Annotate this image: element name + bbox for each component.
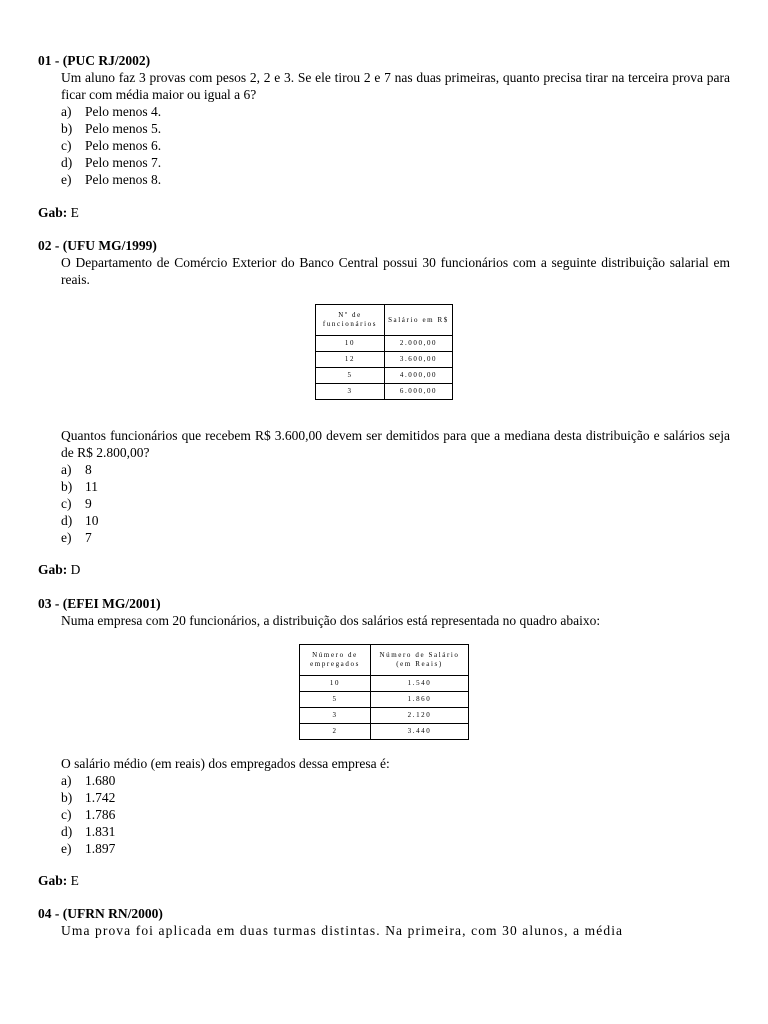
option-text: 1.680	[85, 773, 116, 788]
table-row	[316, 336, 453, 352]
table-cell: 10	[300, 676, 371, 692]
question-4-header: 04 - (UFRN RN/2000)	[38, 906, 163, 921]
table-cell: 2.120	[371, 708, 469, 724]
option-letter: a)	[61, 462, 72, 477]
table-cell: 1.540	[371, 676, 469, 692]
option-e	[61, 529, 730, 546]
question-1-header: 01 - (PUC RJ/2002)	[38, 53, 151, 68]
question-1	[38, 52, 730, 188]
table-cell: 1.860	[371, 692, 469, 708]
table-row	[316, 352, 453, 368]
table-row	[300, 708, 469, 724]
answer-key-label: Gab:	[38, 205, 68, 220]
table-cell: 12	[316, 352, 385, 368]
table-cell: 4.000,00	[385, 368, 453, 384]
table-cell: 2	[300, 724, 371, 740]
question-3-options	[38, 772, 730, 857]
table-header: Número de Salário (em Reais)	[371, 645, 469, 676]
table-cell: 3	[300, 708, 371, 724]
option-letter: e)	[61, 172, 72, 187]
table-cell: 5	[316, 368, 385, 384]
table-cell: 3.600,00	[385, 352, 453, 368]
question-4-text: Uma prova foi aplicada em duas turmas distintas. Na primeira, com 30 alunos, a média	[61, 923, 624, 938]
option-text: 1.831	[85, 824, 116, 839]
option-b	[61, 478, 730, 495]
answer-key-3	[38, 872, 79, 889]
option-d	[61, 154, 730, 171]
table-cell: 2.000,00	[385, 336, 453, 352]
option-text: Pelo menos 5.	[85, 121, 162, 136]
option-text: 7	[85, 530, 92, 545]
option-letter: c)	[61, 807, 72, 822]
answer-key-value: E	[70, 205, 79, 220]
table-cell: 10	[316, 336, 385, 352]
option-letter: c)	[61, 496, 72, 511]
option-c	[61, 137, 730, 154]
table-row	[300, 724, 469, 740]
table-header: Salário em R$	[385, 305, 453, 336]
table-row	[300, 692, 469, 708]
option-text: 10	[85, 513, 99, 528]
question-1-text: Um aluno faz 3 provas com pesos 2, 2 e 3. Se ele tirou 2 e 7 nas duas primeiras, quanto precisa tirar na terceira prova para ficar com média maior ou igual a 6?	[61, 70, 730, 102]
option-a	[61, 103, 730, 120]
question-2-question: Quantos funcionários que recebem R$ 3.600,00 devem ser demitidos para que a mediana desta distribuição e salários seja de R$ 2.800,00?	[61, 428, 730, 460]
option-letter: e)	[61, 530, 72, 545]
option-letter: e)	[61, 841, 72, 856]
option-a	[61, 772, 730, 789]
option-c	[61, 806, 730, 823]
question-2-options	[38, 461, 730, 546]
answer-key-value: E	[70, 873, 79, 888]
table-row	[316, 384, 453, 400]
question-2	[38, 237, 730, 288]
table-cell: 5	[300, 692, 371, 708]
option-letter: a)	[61, 773, 72, 788]
table-cell: 3.440	[371, 724, 469, 740]
option-text: 9	[85, 496, 92, 511]
salary-table-2	[299, 644, 469, 740]
option-letter: b)	[61, 121, 73, 136]
answer-key-2	[38, 561, 80, 578]
option-b	[61, 789, 730, 806]
answer-key-1	[38, 204, 79, 221]
table-row	[300, 676, 469, 692]
question-3	[38, 595, 730, 629]
table-header: Nº de funcionários	[316, 305, 385, 336]
option-e	[61, 171, 730, 188]
option-text: Pelo menos 8.	[85, 172, 162, 187]
answer-key-label: Gab:	[38, 873, 68, 888]
answer-key-label: Gab:	[38, 562, 68, 577]
table-header: Número de empregados	[300, 645, 371, 676]
question-3-header: 03 - (EFEI MG/2001)	[38, 596, 161, 611]
option-text: 1.786	[85, 807, 116, 822]
option-letter: a)	[61, 104, 72, 119]
option-a	[61, 461, 730, 478]
table-cell: 3	[316, 384, 385, 400]
answer-key-value: D	[70, 562, 81, 577]
option-letter: d)	[61, 155, 73, 170]
question-1-options	[38, 103, 730, 188]
question-3-part-2	[38, 755, 730, 857]
option-letter: b)	[61, 479, 73, 494]
salary-table-1	[315, 304, 453, 400]
option-text: 8	[85, 462, 92, 477]
option-d	[61, 512, 730, 529]
option-text: 1.742	[85, 790, 116, 805]
question-2-part-2	[38, 427, 730, 546]
option-letter: b)	[61, 790, 73, 805]
option-text: Pelo menos 4.	[85, 104, 162, 119]
option-text: 11	[85, 479, 98, 494]
option-letter: d)	[61, 513, 73, 528]
question-3-text: Numa empresa com 20 funcionários, a distribuição dos salários está representada no quadro abaixo:	[61, 613, 601, 628]
option-c	[61, 495, 730, 512]
question-4	[38, 905, 730, 939]
question-3-question: O salário médio (em reais) dos empregados dessa empresa é:	[61, 756, 390, 771]
option-text: Pelo menos 7.	[85, 155, 162, 170]
question-2-header: 02 - (UFU MG/1999)	[38, 238, 157, 253]
question-2-text: O Departamento de Comércio Exterior do Banco Central possui 30 funcionários com a seguinte distribuição salarial em reais.	[61, 255, 730, 287]
option-text: 1.897	[85, 841, 116, 856]
option-letter: d)	[61, 824, 73, 839]
table-cell: 6.000,00	[385, 384, 453, 400]
option-e	[61, 840, 730, 857]
option-letter: c)	[61, 138, 72, 153]
table-row	[316, 368, 453, 384]
option-b	[61, 120, 730, 137]
option-text: Pelo menos 6.	[85, 138, 162, 153]
option-d	[61, 823, 730, 840]
